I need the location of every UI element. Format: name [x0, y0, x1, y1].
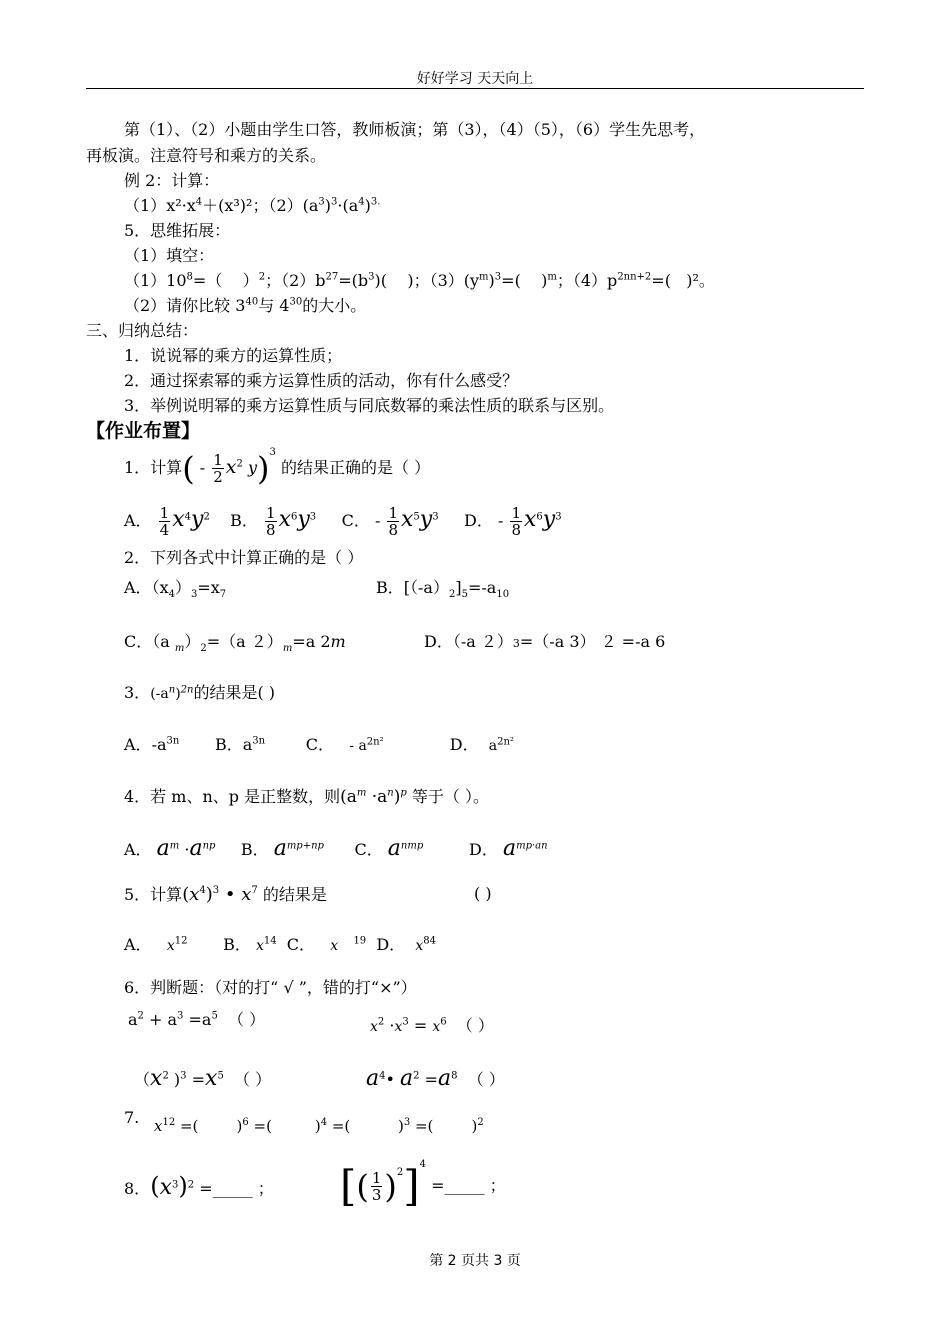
section-5-fill: （1）填空：: [124, 246, 215, 265]
section-5-compare: （2）请你比较 $3^{40}$与 $4^{30}$的大小。: [124, 296, 367, 315]
page-header: 好好学习 天天向上: [416, 71, 534, 87]
summary-2: 2．通过探索幂的乘方运算性质的活动，你有什么感受？: [124, 371, 519, 390]
question-6: 6．判断题：（对的打“ √ ”，错的打“×”）: [124, 978, 417, 997]
summary-1: 1．说说幂的乘方的运算性质；: [124, 346, 343, 365]
question-7-expression: $x^{12}$ =( )$^6$ =( )$^4$ =( )$^3$ =( )$^2$: [154, 1117, 484, 1135]
header-rule: [86, 88, 864, 89]
paragraph-1-cont: 再板演。注意符号和乘方的关系。: [86, 146, 327, 165]
question-4-options: A． $a^m \cdot a^{np}$ B． $a^{mp+np}$ C． $a^{nmp}$ D． $a^{mp\cdot an}$: [124, 836, 548, 861]
question-1-options: A． $\frac{1}{4}$ $x^4y^2$ B． $\frac{1}{8}$ $x^6y^3$ C． - $\frac{1}{8}$ $x^5y^3$ D． - $\frac{1}{8}$ $x^6y^3$: [124, 504, 562, 539]
question-3-options: A．$-a^{3n}$ B．$a^{3n}$ C． - $a^{2n^2}$ D． $a^{2n^2}$: [124, 735, 514, 754]
example-2-items: $(1)x^2\cdot x^4+(x^3)^2$；$(2)(a^3)^3\cdot(a^4)^{3.}$: [124, 196, 381, 215]
question-2: 2．下列各式中计算正确的是（ ）: [124, 548, 364, 567]
example-2-title: 例 2：计算：: [124, 171, 220, 190]
question-1: 1．计算( - $\frac{1}{2}$ $x^2$ y)$^3$ 的结果正确的是（ ）: [124, 447, 431, 488]
question-6-item-4: $a^4•$ $a^2 =a^8$ （ ）: [366, 1066, 505, 1091]
question-6-item-2: $x^2 \cdot x^3 = x^6$ （ ）: [370, 1016, 494, 1035]
paragraph-1: 第（1）、（2）小题由学生口答，教师板演；第（3），（4）（5），（6）学生先思考，: [124, 120, 706, 139]
question-4: 4．若 m、n、p 是正整数，则$(a^m \cdot a^n)^p$ 等于（ ）。: [124, 787, 489, 807]
question-2-option-b: B．$[(-a)_2]_5=-a_{10}$: [376, 578, 510, 601]
summary-3: 3．举例说明幂的乘方运算性质与同底数幂的乘法性质的联系与区别。: [124, 396, 615, 415]
page-footer: 第 2 页共 3 页: [429, 1253, 521, 1269]
question-6-item-3: （$x^2$ )$^3 =x^5$ （ ）: [134, 1066, 272, 1091]
question-2-option-a: A．$(x_4)_3=x_7$: [124, 578, 227, 601]
section-5-fill-items: $(1)10^8=$（ ）$^2$；$(2)b^{27}=(b^3)$( )；$(3)(y^m)^3=$( )$^m$；$(4)p^{2nn+2}=$( )²。: [124, 271, 715, 290]
question-2-option-c: C．（a $_m)_2=(a$ $2)_m=a$ 2m: [124, 632, 346, 655]
question-8-part-2: [( $\frac{1}{3}$ )$^2$]$^4$ =_____ ；: [340, 1159, 506, 1211]
question-5: 5．计算$(x^4)^3$ • $x^7$ 的结果是: [124, 884, 327, 905]
question-2-option-d: D．（-a ２）3=（-a 3） ２ =-a 6: [424, 632, 666, 651]
homework-title: 【作业布置】: [86, 420, 201, 442]
summary-title: 三、归纳总结：: [86, 321, 199, 340]
section-5-title: 5．思维拓展：: [124, 221, 231, 240]
question-5-options: A． $x^{12}$ B． $x^{14}$ C． x $^{19}$ D． $x^{84}$: [124, 935, 436, 954]
question-7-label: 7.: [124, 1108, 140, 1127]
question-8-part-1: 8．$(x^3)^2$ =_____ ；: [124, 1172, 274, 1200]
question-6-item-1: $a^2 + a^3 =a^5$ （ ）: [128, 1010, 266, 1029]
question-3: 3．$(-a^n)^{2n}$的结果是( ): [124, 683, 276, 702]
question-5-paren: ( ): [474, 884, 492, 903]
